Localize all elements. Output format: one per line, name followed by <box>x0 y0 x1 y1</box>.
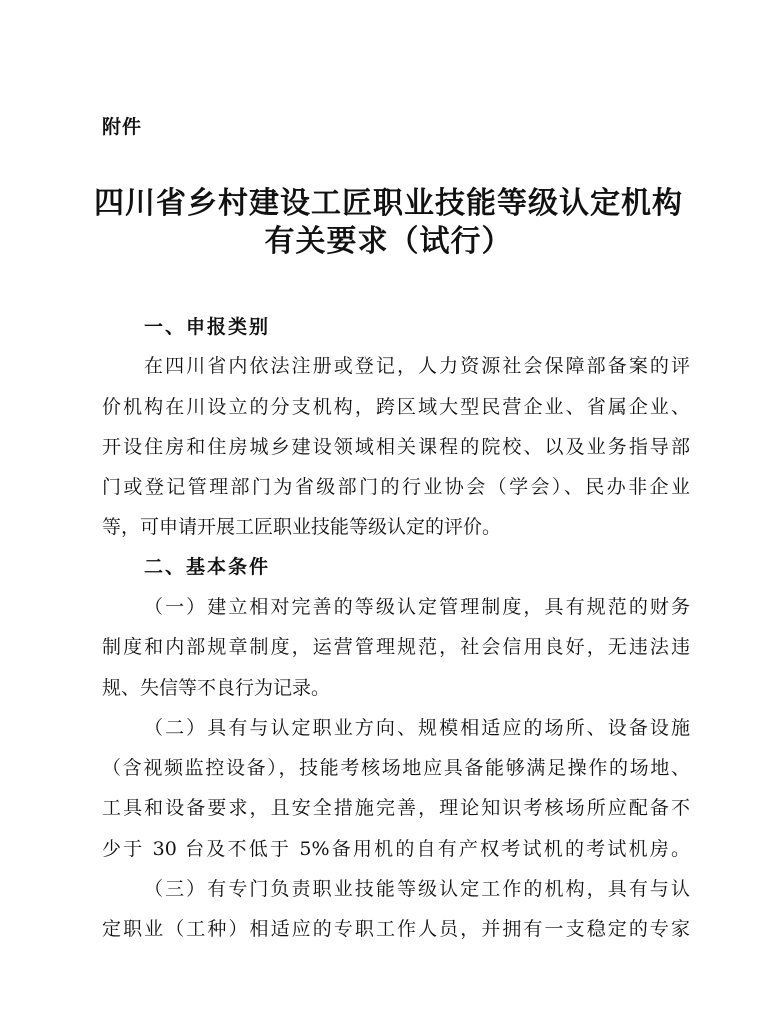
body-text-line: （三）有专门负责职业技能等级认定工作的机构，具有与认 <box>144 878 690 900</box>
document-title-line-2: 有关要求（试行） <box>264 224 513 259</box>
body-text-line: 工具和设备要求，且安全措施完善，理论知识考核场所应配备不 <box>102 797 690 819</box>
body-text-line: （二）具有与认定职业方向、规模相适应的场所、设备设施 <box>144 717 690 739</box>
body-text-line: 等，可申请开展工匠职业技能等级认定的评价。 <box>102 516 502 538</box>
body-text-line: 在四川省内依法注册或登记，人力资源社会保障部备案的评 <box>144 355 690 377</box>
body-text-line: （含视频监控设备），技能考核场地应具备能够满足操作的场地、 <box>102 757 690 779</box>
body-text-line: 开设住房和住房城乡建设领域相关课程的院校、以及业务指导部 <box>102 436 690 458</box>
section-heading-basic-conditions: 二、基本条件 <box>144 556 271 578</box>
body-text-line: 少于 30 台及不低于 5%备用机的自有产权考试机的考试机房。 <box>102 838 690 860</box>
body-text-line: 制度和内部规章制度，运营管理规范，社会信用良好，无违法违 <box>102 636 690 658</box>
body-text-line: 价机构在川设立的分支机构，跨区域大型民营企业、省属企业、 <box>102 396 690 418</box>
body-text-line: 规、失信等不良行为记录。 <box>102 677 331 699</box>
body-text-line: 定职业（工种）相适应的专职工作人员，并拥有一支稳定的专家 <box>102 918 690 940</box>
attachment-label: 附件 <box>102 116 143 138</box>
section-heading-application-category: 一、申报类别 <box>144 316 271 338</box>
document-title-line-1: 四川省乡村建设工匠职业技能等级认定机构 <box>94 186 683 221</box>
body-text-line: （一）建立相对完善的等级认定管理制度，具有规范的财务 <box>144 596 690 618</box>
body-text-line: 门或登记管理部门为省级部门的行业协会（学会）、民办非企业 <box>102 476 690 498</box>
